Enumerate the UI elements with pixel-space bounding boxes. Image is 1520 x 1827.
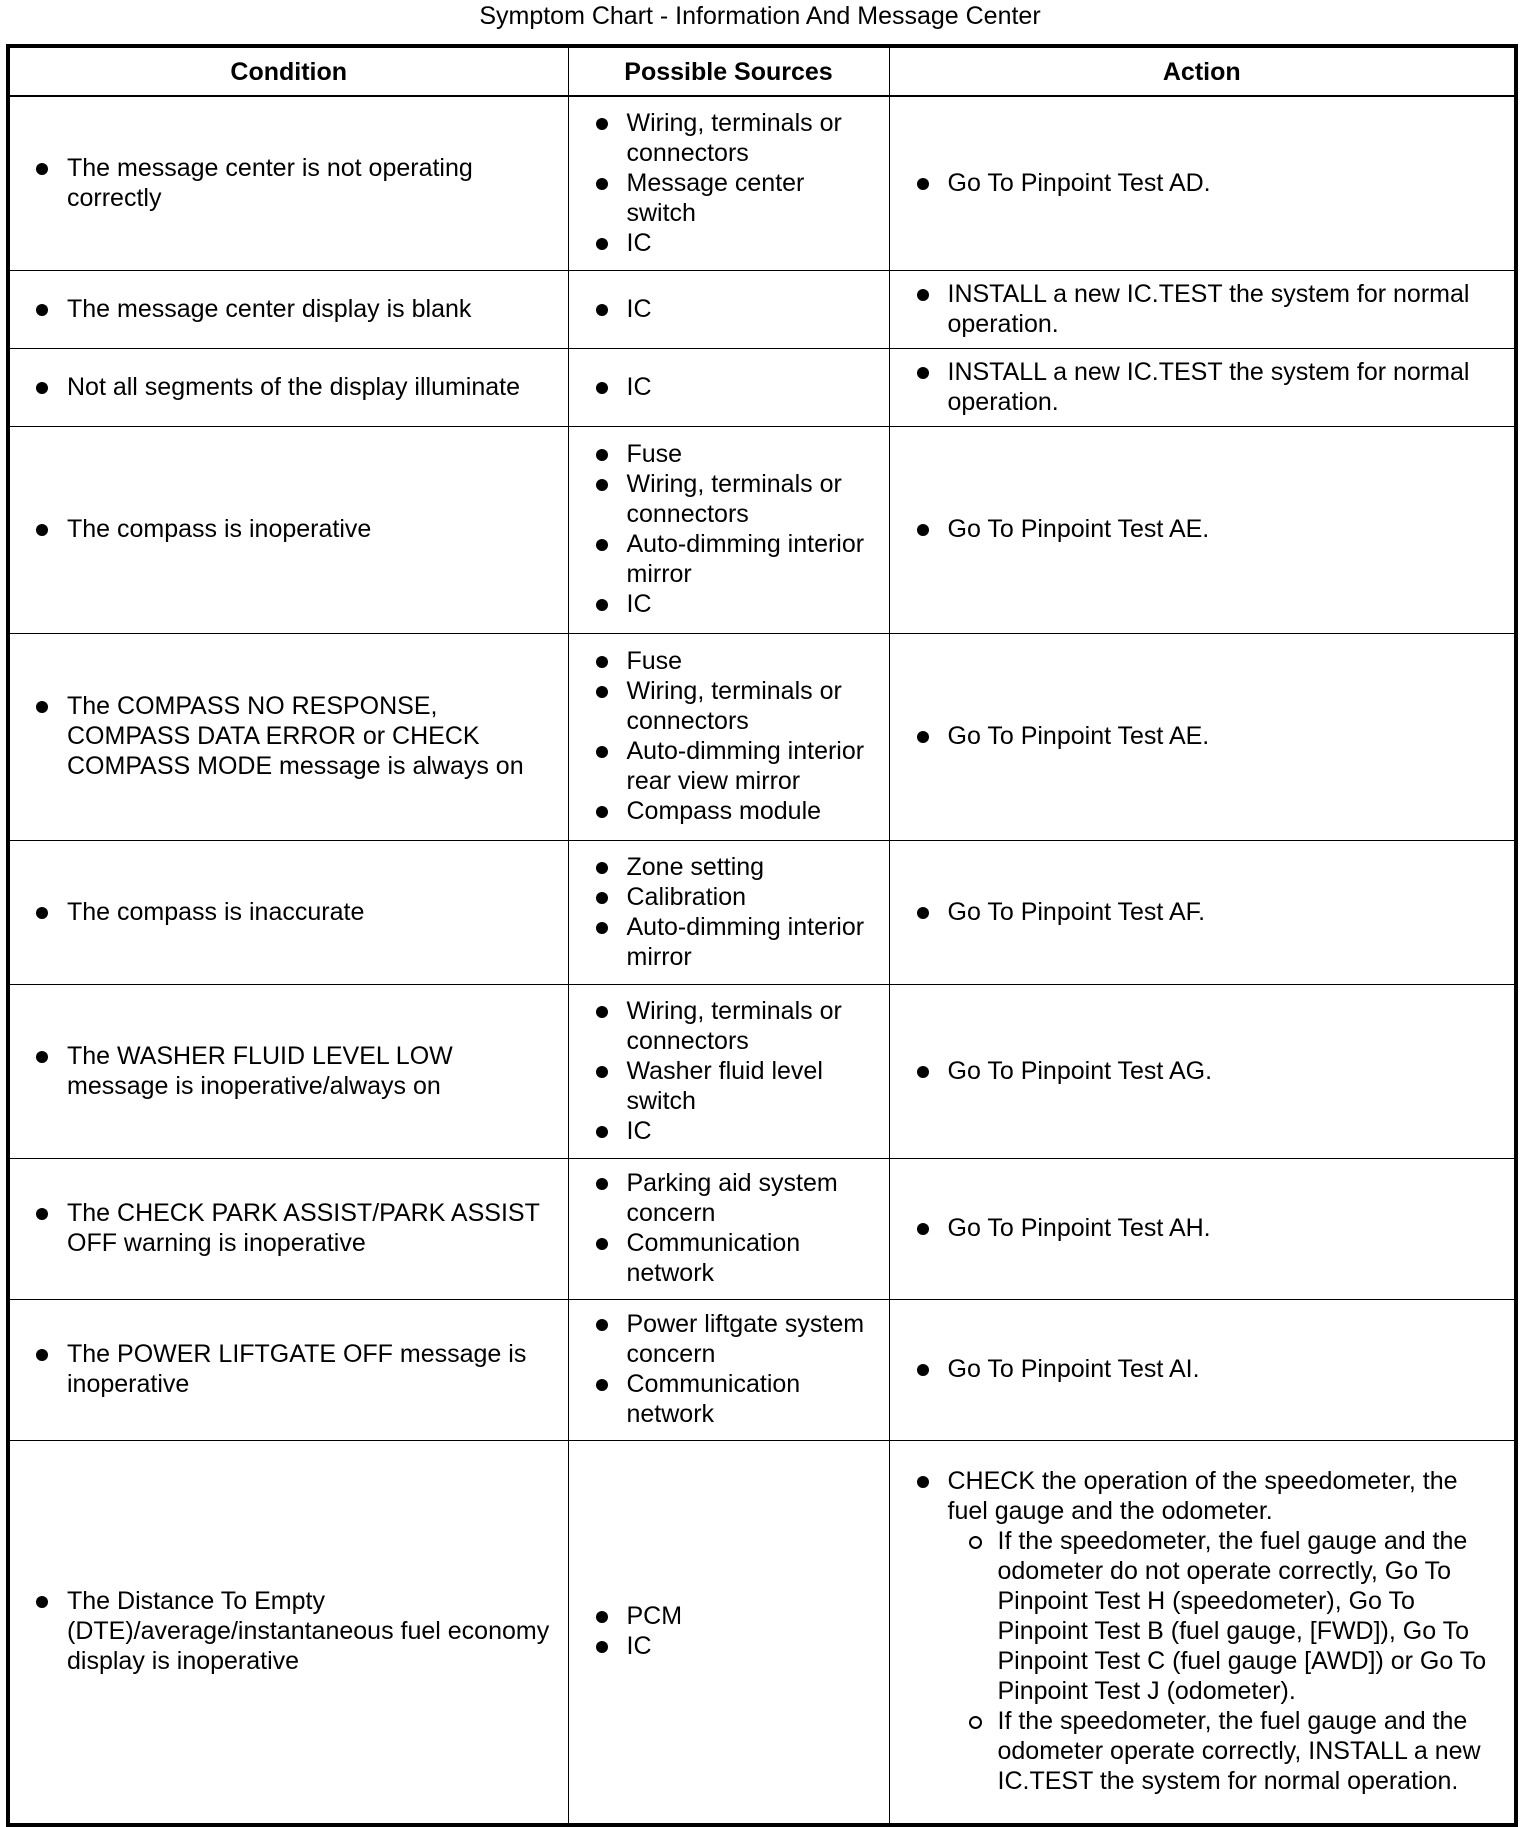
condition-cell [8, 96, 568, 270]
list-item [890, 1466, 1515, 1796]
bullet-icon [596, 599, 608, 611]
table-row [8, 270, 1516, 348]
bullet-icon [596, 1379, 608, 1391]
table-row [8, 1299, 1516, 1440]
source-text: PCM [626, 1602, 683, 1631]
condition-text: The Distance To Empty (DTE)/average/instantaneous fuel economy display is inoperative [67, 1587, 550, 1676]
bullet-icon [596, 1066, 608, 1078]
table-row [8, 348, 1516, 426]
list-item [10, 1041, 568, 1101]
condition-text: The message center is not operating correctly [67, 153, 473, 212]
source-text: Communication network [626, 1370, 801, 1428]
condition-header: Condition [8, 46, 568, 96]
list-item [569, 108, 889, 168]
source-text: Wiring, terminals or connectors [626, 108, 842, 167]
bullet-icon [596, 1178, 608, 1190]
list-item [569, 646, 889, 676]
list-item [569, 469, 889, 529]
bullet-icon [36, 524, 48, 536]
list-item [569, 439, 889, 469]
bullet-icon [917, 1066, 929, 1078]
header-row [8, 46, 1516, 96]
action-cell [889, 633, 1516, 840]
list-item [569, 796, 889, 826]
condition-cell [8, 426, 568, 633]
list-item [569, 882, 889, 912]
list-item [890, 168, 1515, 198]
list-item [569, 852, 889, 882]
list-item [890, 1056, 1515, 1086]
source-text: Fuse [626, 440, 683, 468]
list-item [890, 1213, 1515, 1243]
condition-text: The POWER LIFTGATE OFF message is inoperative [67, 1340, 527, 1398]
source-text: Auto-dimming interior rear view mirror [626, 737, 865, 795]
list-item [569, 996, 889, 1056]
bullet-icon [596, 656, 608, 668]
source-text: IC [626, 1116, 652, 1145]
bullet-icon [596, 1611, 608, 1623]
source-text: IC [626, 294, 652, 323]
bullet-icon [36, 1349, 48, 1361]
source-text: Fuse [626, 647, 683, 675]
action-cell [889, 1440, 1516, 1825]
action-cell [889, 96, 1516, 270]
bullet-icon [917, 367, 929, 379]
action-text: INSTALL a new IC.TEST the system for normal operation. [947, 279, 1470, 338]
source-text: Washer fluid level switch [626, 1056, 823, 1115]
condition-text: Not all segments of the display illuminate [67, 372, 521, 401]
sources-cell [568, 984, 889, 1158]
bullet-icon [596, 892, 608, 904]
source-text: Communication network [626, 1229, 801, 1287]
condition-text: The compass is inaccurate [67, 897, 365, 926]
source-text: Wiring, terminals or connectors [626, 996, 842, 1055]
source-text: IC [626, 590, 652, 618]
bullet-icon [36, 1051, 48, 1063]
condition-text: The CHECK PARK ASSIST/PARK ASSIST OFF warning is inoperative [67, 1199, 540, 1257]
action-text: Go To Pinpoint Test AF. [947, 897, 1206, 926]
bullet-icon [596, 1006, 608, 1018]
condition-cell [8, 1158, 568, 1299]
list-item [569, 1309, 889, 1369]
bullet-icon [596, 1641, 608, 1653]
list-item [890, 721, 1515, 751]
list-item [10, 372, 568, 402]
condition-text: The compass is inoperative [67, 515, 372, 543]
sub-list-item [948, 1526, 1501, 1706]
bullet-icon [917, 1364, 929, 1376]
list-item [569, 736, 889, 796]
bullet-icon [596, 1238, 608, 1250]
condition-cell [8, 1299, 568, 1440]
bullet-icon [36, 1596, 48, 1608]
list-item [10, 1586, 568, 1676]
list-item [10, 1198, 568, 1258]
hollow-bullet-icon [969, 1716, 982, 1729]
bullet-icon [596, 178, 608, 190]
symptom-chart-table [6, 44, 1518, 1827]
condition-cell [8, 1440, 568, 1825]
action-text: Go To Pinpoint Test AG. [947, 1056, 1213, 1085]
list-item [569, 1369, 889, 1429]
list-item [10, 294, 568, 324]
source-text: Auto-dimming interior mirror [626, 912, 865, 971]
list-item [569, 1631, 889, 1661]
bullet-icon [36, 382, 48, 394]
bullet-icon [596, 1319, 608, 1331]
bullet-icon [596, 806, 608, 818]
list-item [10, 1339, 568, 1399]
source-text: Auto-dimming interior mirror [626, 530, 865, 588]
source-text: Calibration [626, 882, 747, 911]
action-sub-text: If the speedometer, the fuel gauge and the odometer operate correctly, INSTALL a new IC.TEST the system for normal operation. [997, 1707, 1481, 1796]
bullet-icon [596, 382, 608, 394]
bullet-icon [596, 1126, 608, 1138]
table-row [8, 633, 1516, 840]
list-item [569, 1056, 889, 1116]
sources-cell [568, 426, 889, 633]
action-text: Go To Pinpoint Test AE. [947, 722, 1210, 750]
source-text: Compass module [626, 797, 822, 825]
list-item [890, 1354, 1515, 1384]
action-text: Go To Pinpoint Test AE. [947, 515, 1210, 543]
action-cell [889, 840, 1516, 984]
bullet-icon [917, 524, 929, 536]
bullet-icon [596, 479, 608, 491]
source-text: Power liftgate system concern [626, 1310, 865, 1368]
source-text: Wiring, terminals or connectors [626, 677, 842, 735]
list-item [569, 1601, 889, 1631]
bullet-icon [36, 1208, 48, 1220]
list-item [569, 529, 889, 589]
bullet-icon [596, 922, 608, 934]
table-row [8, 1440, 1516, 1825]
sources-cell [568, 1440, 889, 1825]
bullet-icon [36, 907, 48, 919]
action-header: Action [889, 46, 1516, 96]
action-sub-list [948, 1526, 1501, 1796]
list-item [890, 514, 1515, 544]
source-text: Parking aid system concern [626, 1169, 838, 1227]
table-row [8, 840, 1516, 984]
list-item [890, 279, 1515, 339]
source-text: IC [626, 228, 652, 257]
sources-cell [568, 633, 889, 840]
action-text: Go To Pinpoint Test AI. [947, 1355, 1200, 1383]
action-text: Go To Pinpoint Test AH. [947, 1214, 1211, 1242]
action-cell [889, 1158, 1516, 1299]
condition-cell [8, 984, 568, 1158]
action-cell [889, 1299, 1516, 1440]
list-item [890, 357, 1515, 417]
action-sub-text: If the speedometer, the fuel gauge and the odometer do not operate correctly, Go To Pinpoint Test H (speedometer), Go To Pinpoint Test B (fuel gauge, [FWD]), Go To Pinpoint Test C (fuel gauge [AWD]) or Go To Pinpoint Test J (odometer). [997, 1527, 1487, 1706]
action-text: INSTALL a new IC.TEST the system for normal operation. [947, 357, 1470, 416]
sources-cell [568, 96, 889, 270]
action-cell [889, 426, 1516, 633]
bullet-icon [596, 862, 608, 874]
condition-text: The WASHER FLUID LEVEL LOW message is inoperative/always on [67, 1041, 453, 1100]
bullet-icon [36, 701, 48, 713]
possible-sources-header: Possible Sources [568, 46, 889, 96]
sources-cell [568, 840, 889, 984]
condition-cell [8, 270, 568, 348]
bullet-icon [36, 163, 48, 175]
bullet-icon [596, 238, 608, 250]
list-item [569, 1168, 889, 1228]
bullet-icon [917, 1476, 929, 1488]
action-text: CHECK the operation of the speedometer, the fuel gauge and the odometer. [947, 1467, 1458, 1526]
sources-cell [568, 1158, 889, 1299]
source-text: Message center switch [626, 168, 805, 227]
action-cell [889, 270, 1516, 348]
condition-cell [8, 633, 568, 840]
sources-cell [568, 270, 889, 348]
chart-title: Symptom Chart - Information And Message Center [479, 2, 1041, 30]
list-item [10, 897, 568, 927]
list-item [569, 1228, 889, 1288]
bullet-icon [596, 686, 608, 698]
action-cell [889, 348, 1516, 426]
action-text: Go To Pinpoint Test AD. [947, 168, 1211, 197]
bullet-icon [596, 539, 608, 551]
list-item [569, 912, 889, 972]
condition-cell [8, 348, 568, 426]
list-item [10, 691, 568, 781]
list-item [569, 294, 889, 324]
sources-cell [568, 348, 889, 426]
bullet-icon [917, 178, 929, 190]
list-item [10, 514, 568, 544]
list-item [10, 153, 568, 213]
bullet-icon [36, 304, 48, 316]
bullet-icon [596, 746, 608, 758]
sub-list-item [948, 1706, 1501, 1796]
list-item [569, 676, 889, 736]
source-text: Wiring, terminals or connectors [626, 470, 842, 528]
bullet-icon [596, 304, 608, 316]
source-text: IC [626, 372, 652, 401]
bullet-icon [917, 1223, 929, 1235]
table-row [8, 1158, 1516, 1299]
condition-text: The message center display is blank [67, 294, 472, 323]
list-item [569, 168, 889, 228]
list-item [890, 897, 1515, 927]
table-row [8, 984, 1516, 1158]
sources-cell [568, 1299, 889, 1440]
bullet-icon [917, 289, 929, 301]
condition-text: The COMPASS NO RESPONSE, COMPASS DATA ERROR or CHECK COMPASS MODE message is always on [67, 692, 524, 780]
list-item [569, 372, 889, 402]
source-text: IC [626, 1632, 652, 1661]
bullet-icon [917, 907, 929, 919]
condition-cell [8, 840, 568, 984]
bullet-icon [596, 449, 608, 461]
bullet-icon [596, 118, 608, 130]
table-row [8, 96, 1516, 270]
list-item [569, 1116, 889, 1146]
table-row [8, 426, 1516, 633]
bullet-icon [917, 731, 929, 743]
list-item [569, 589, 889, 619]
action-cell [889, 984, 1516, 1158]
list-item [569, 228, 889, 258]
hollow-bullet-icon [969, 1536, 982, 1549]
source-text: Zone setting [626, 852, 765, 881]
